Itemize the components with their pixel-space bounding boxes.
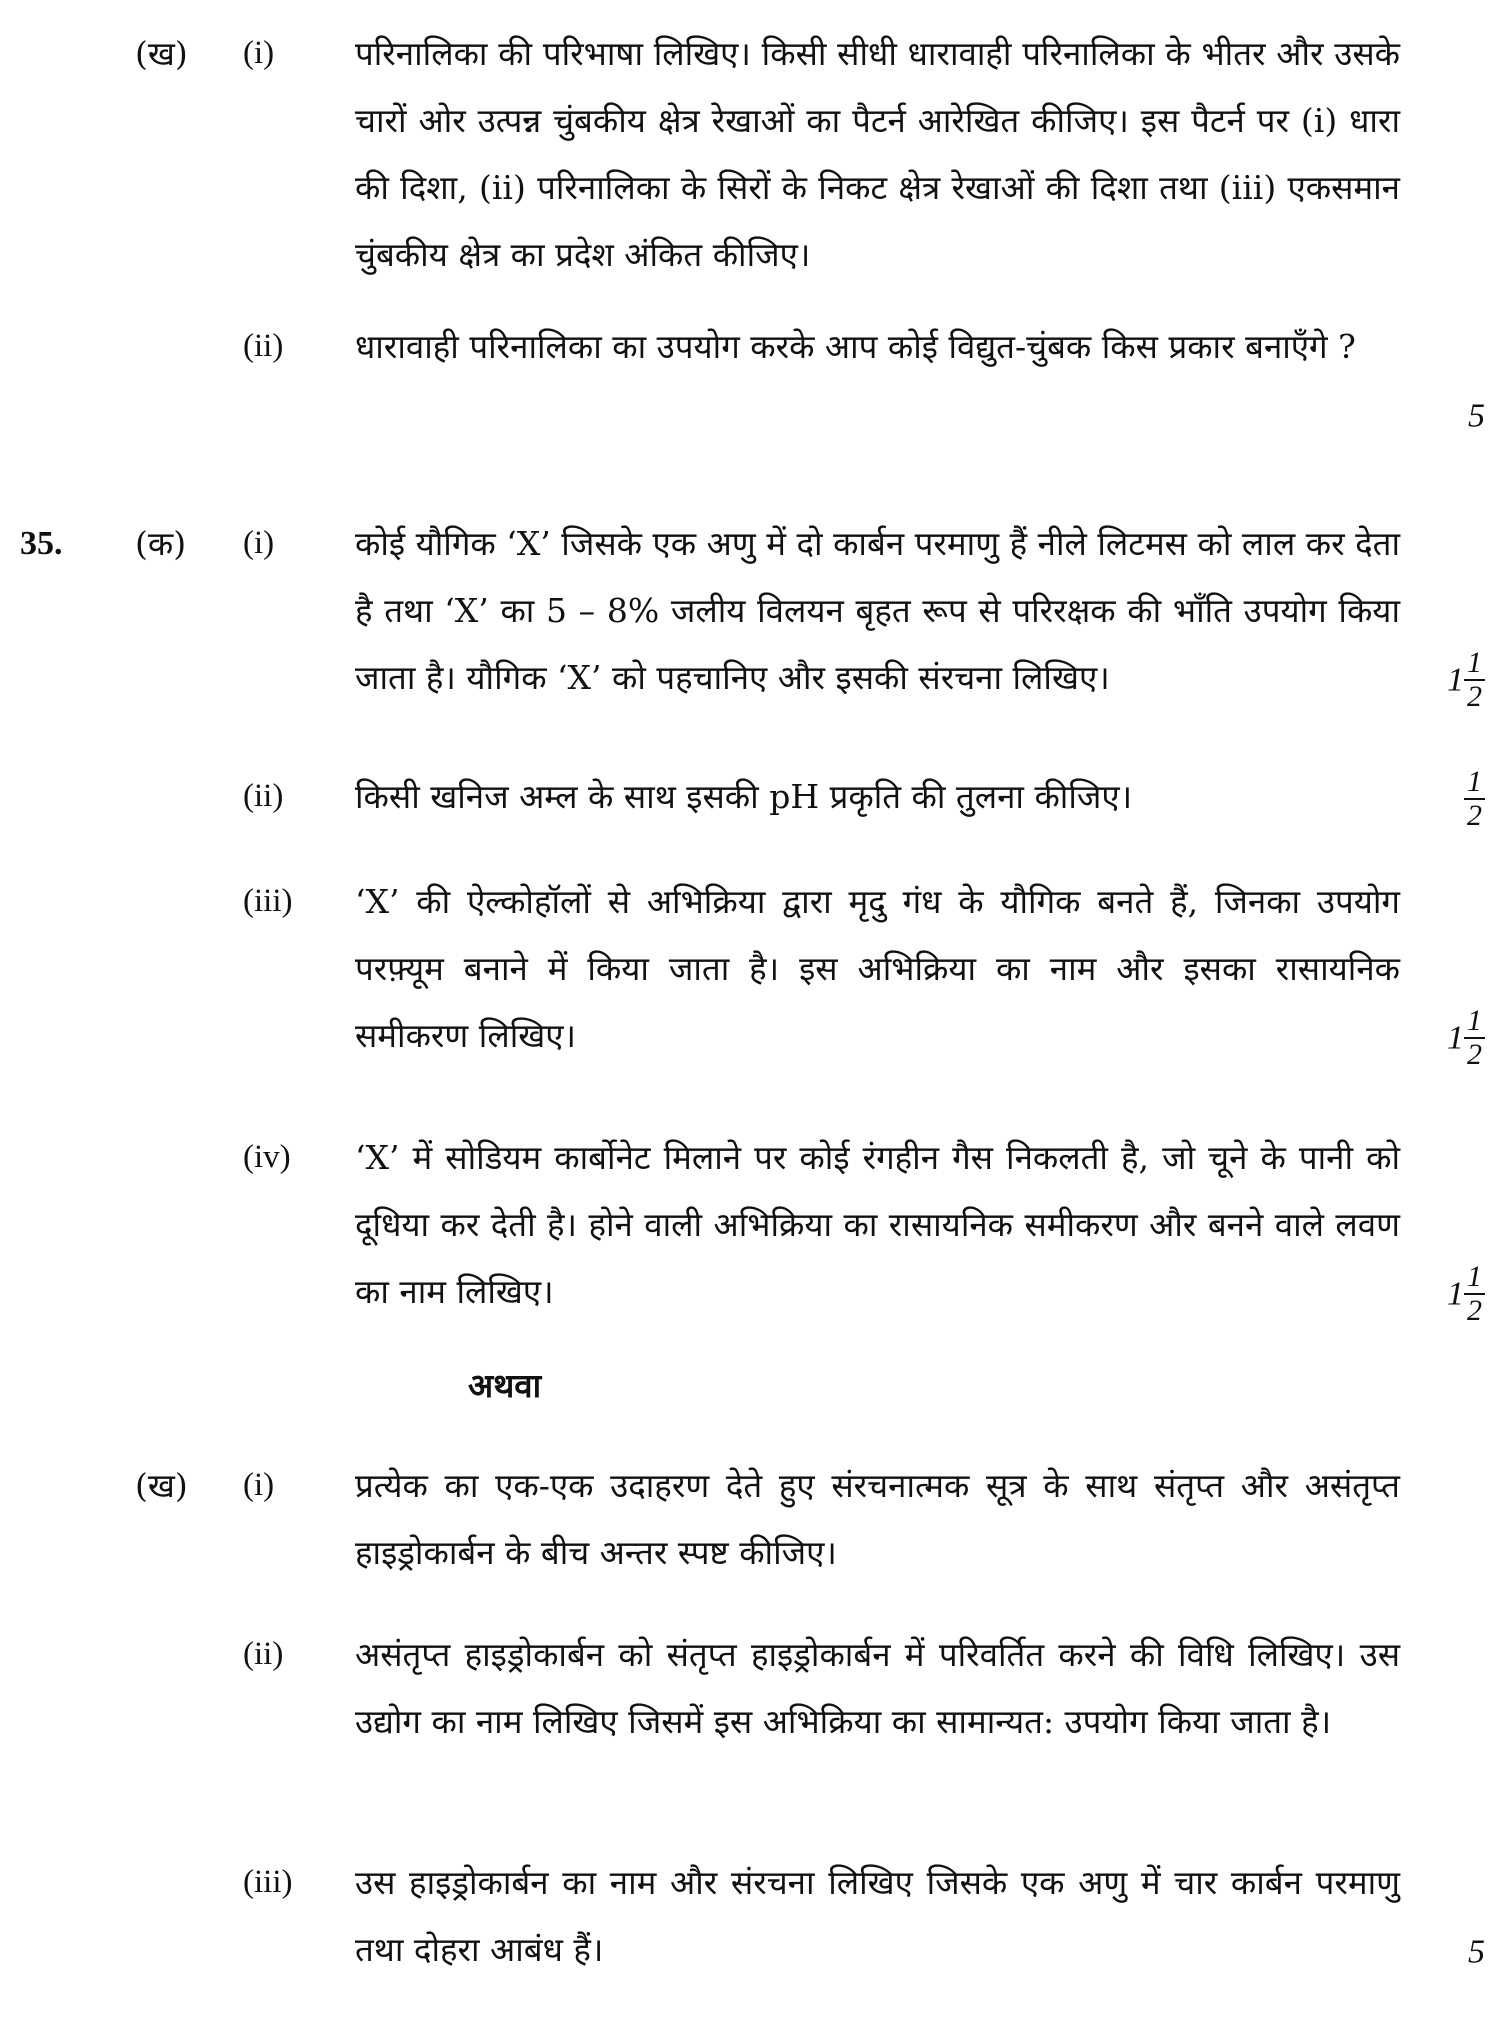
question-text: ‘X’ में सोडियम कार्बोनेट मिलाने पर कोई रंगहीन गैस निकलती है, जो चूने के पानी को दूधिया कर देती है। होने वाली अभिक्रिया का रासायनिक समीकरण और बनने वाले लवण का नाम लिखिए। [355, 1138, 1400, 1311]
subpart-label: (i) [243, 35, 275, 71]
subpart-label: (i) [243, 1467, 275, 1503]
marks [1415, 1002, 1485, 1072]
question-text: परिनालिका की परिभाषा लिखिए। किसी सीधी धारावाही परिनालिका के भीतर और उसके चारों ओर उत्पन्न चुंबकीय क्षेत्र रेखाओं का पैटर्न आरेखित कीजिए। इस पैटर्न पर (i) धारा की दिशा, (ii) परिनालिका के सिरों के निकट क्षेत्र रेखाओं की दिशा तथा (iii) एकसमान चुंबकीय क्षेत्र का प्रदेश अंकित कीजिए। [355, 34, 1400, 274]
marks-fraction [1464, 1261, 1485, 1327]
question-number: 35. [20, 525, 63, 562]
fraction-numerator: 1 [1464, 1261, 1485, 1295]
marks-whole: 1 [1447, 661, 1464, 699]
fraction-denominator: 2 [1467, 799, 1482, 833]
marks [1415, 1258, 1485, 1328]
marks-whole: 5 [1468, 397, 1485, 435]
question-text: कोई यौगिक ‘X’ जिसके एक अणु में दो कार्बन परमाणु हैं नीले लिटमस को लाल कर देता है तथा ‘X’ का 5 – 8% जलीय विलयन बृहत रूप से परिरक्षक की भाँति उपयोग किया जाता है। यौगिक ‘X’ को पहचानिए और इसकी संरचना लिखिए। [355, 524, 1400, 697]
marks-whole: 1 [1447, 1275, 1464, 1313]
subpart-label: (iii) [243, 883, 293, 919]
or-separator: अथवा [468, 1366, 542, 1405]
fraction-numerator: 1 [1464, 766, 1485, 800]
part-label: (ख) [135, 1466, 188, 1505]
part-label: (क) [135, 524, 187, 563]
fraction-denominator: 2 [1467, 1294, 1482, 1328]
subpart-label: (ii) [243, 1636, 284, 1672]
marks [1415, 763, 1485, 832]
marks-fraction [1464, 1005, 1485, 1071]
subpart-label: (iii) [243, 1864, 293, 1900]
fraction-numerator: 1 [1464, 647, 1485, 681]
marks-whole: 1 [1447, 1019, 1464, 1057]
marks-fraction [1464, 766, 1485, 832]
fraction-denominator: 2 [1467, 680, 1482, 714]
question-text: किसी खनिज अम्ल के साथ इसकी pH प्रकृति की तुलना कीजिए। [355, 777, 1133, 816]
part-label: (ख) [135, 34, 188, 73]
fraction-denominator: 2 [1467, 1038, 1482, 1072]
subpart-label: (ii) [243, 778, 284, 814]
question-text: प्रत्येक का एक-एक उदाहरण देते हुए संरचनात्मक सूत्र के साथ संतृप्त और असंतृप्त हाइड्रोकार्बन के बीच अन्तर स्पष्ट कीजिए। [355, 1466, 1400, 1572]
marks-whole: 5 [1468, 1933, 1485, 1971]
marks-fraction [1464, 647, 1485, 713]
subpart-label: (iv) [243, 1139, 291, 1175]
fraction-numerator: 1 [1464, 1005, 1485, 1039]
question-text: उस हाइड्रोकार्बन का नाम और संरचना लिखिए जिसके एक अणु में चार कार्बन परमाणु तथा दोहरा आबंध हैं। [355, 1863, 1400, 1969]
marks [1415, 380, 1485, 450]
subpart-label: (ii) [243, 328, 284, 364]
subpart-label: (i) [243, 525, 275, 561]
marks [1415, 1916, 1485, 1986]
question-text: धारावाही परिनालिका का उपयोग करके आप कोई विद्युत-चुंबक किस प्रकार बनाएँगे ? [355, 327, 1356, 366]
question-text: असंतृप्त हाइड्रोकार्बन को संतृप्त हाइड्रोकार्बन में परिवर्तित करने की विधि लिखिए। उस उद्योग का नाम लिखिए जिसमें इस अभिक्रिया का सामान्यत: उपयोग किया जाता है। [355, 1635, 1400, 1741]
marks [1415, 644, 1485, 714]
question-text: ‘X’ की ऐल्कोहॉलों से अभिक्रिया द्वारा मृदु गंध के यौगिक बनते हैं, जिनका उपयोग परफ़्यूम बनाने में किया जाता है। इस अभिक्रिया का नाम और इसका रासायनिक समीकरण लिखिए। [355, 882, 1400, 1055]
